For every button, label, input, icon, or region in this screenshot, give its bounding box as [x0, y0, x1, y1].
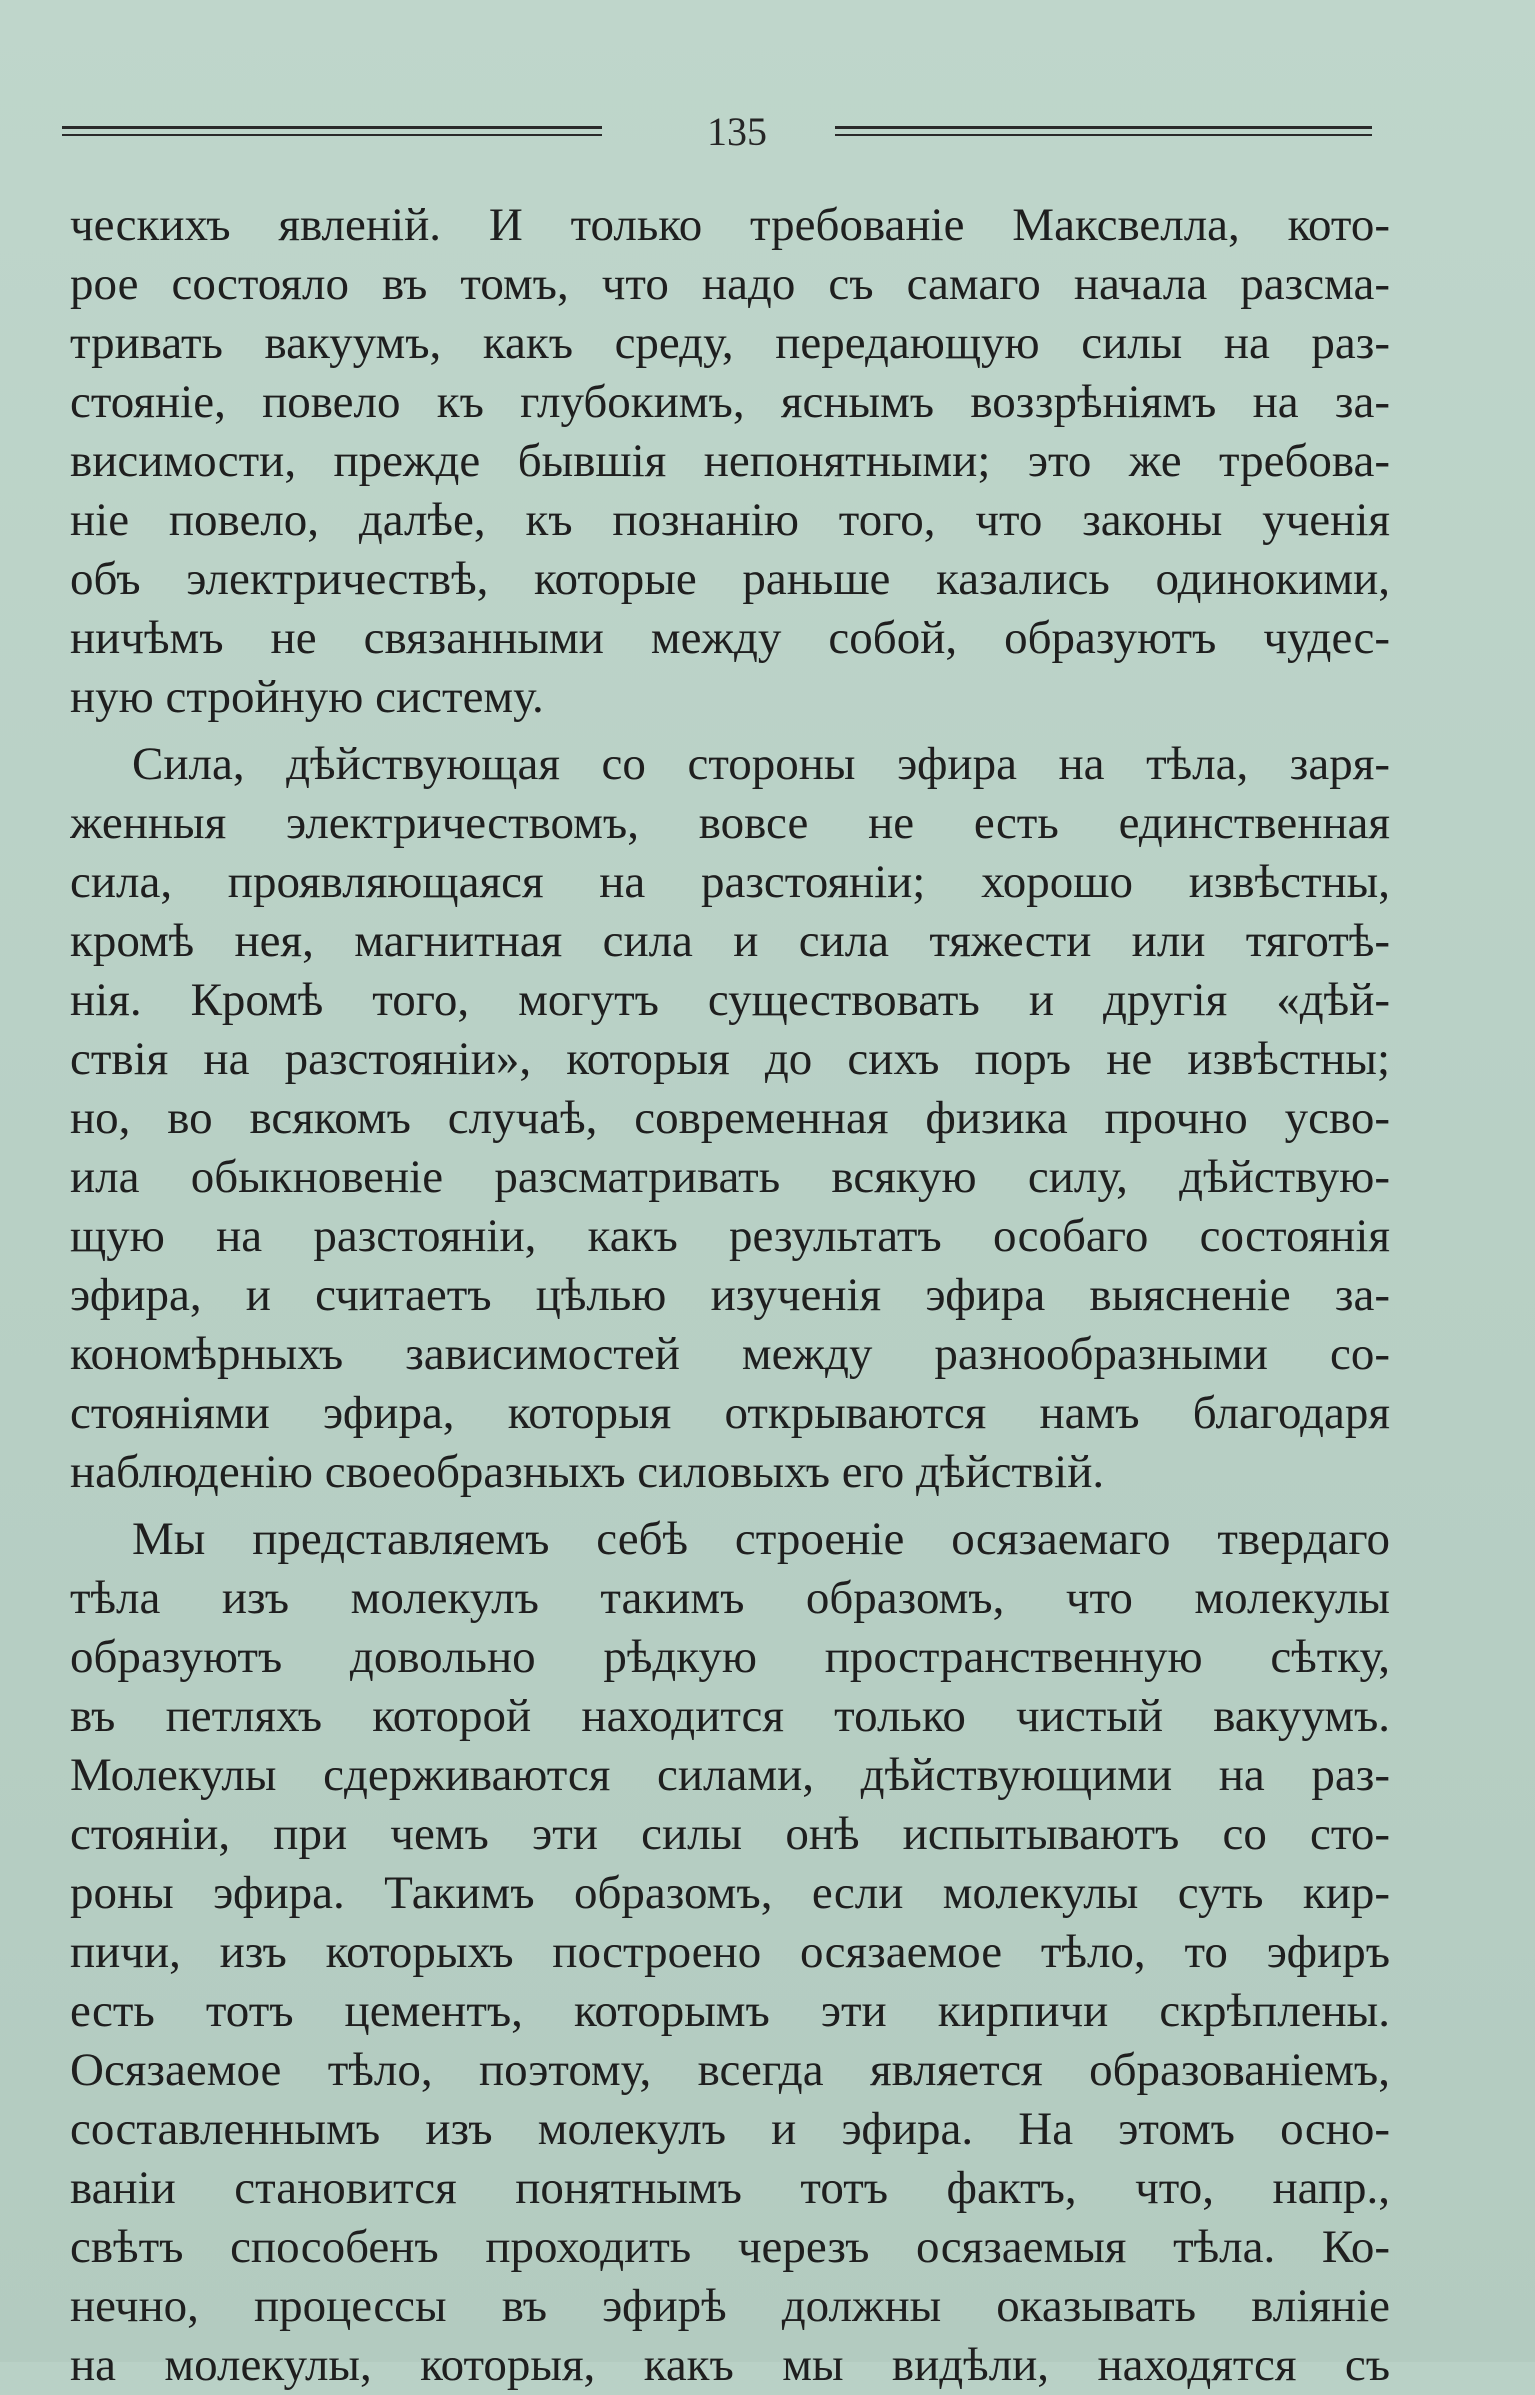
text-line: на молекулы, которыя, какъ мы видѣли, находятся съ [70, 2339, 1390, 2391]
text-line: эфира, и считаетъ цѣлью изученія эфира выясненіе за- [70, 1269, 1390, 1321]
text-line: Сила, дѣйствующая со стороны эфира на тѣла, заря- [132, 738, 1390, 790]
text-line: роны эфира. Такимъ образомъ, если молекулы суть кир- [70, 1867, 1390, 1919]
text-line: Осязаемое тѣло, поэтому, всегда является образованіемъ, [70, 2044, 1390, 2096]
text-line: наблюденію своеобразныхъ силовыхъ его дѣйствій. [70, 1446, 1105, 1498]
text-line: есть тотъ цементъ, которымъ эти кирпичи скрѣплены. [70, 1985, 1390, 2037]
text-line: Молекулы сдерживаются силами, дѣйствующими на раз- [70, 1749, 1390, 1801]
text-line: стояніе, повело къ глубокимъ, яснымъ воззрѣніямъ на за- [70, 376, 1390, 428]
text-line: въ петляхъ которой находится только чистый вакуумъ. [70, 1690, 1390, 1742]
page-number: 135 [707, 109, 767, 154]
text-line: ствія на разстояніи», которыя до сихъ поръ не извѣстны; [70, 1033, 1390, 1085]
body-text [70, 196, 1390, 2395]
text-line: ніе повело, далѣе, къ познанію того, что законы ученія [70, 494, 1390, 546]
text-line: ваніи становится понятнымъ тотъ фактъ, что, напр., [70, 2162, 1390, 2214]
text-line: но, во всякомъ случаѣ, современная физика прочно усво- [70, 1092, 1390, 1144]
text-line: ческихъ явленій. И только требованіе Максвелла, кото- [70, 199, 1390, 251]
text-line: женныя электричествомъ, вовсе не есть единственная [70, 797, 1390, 849]
text-line: ную стройную систему. [70, 671, 544, 723]
text-line: рое состояло въ томъ, что надо съ самаго начала разсма- [70, 258, 1390, 310]
text-line: ничѣмъ не связанными между собой, образуютъ чудес- [70, 612, 1390, 664]
text-line: ила обыкновеніе разсматривать всякую силу, дѣйствую- [70, 1151, 1390, 1203]
header-rule-left [62, 126, 602, 138]
text-line: Мы представляемъ себѣ строеніе осязаемаго твердаго [132, 1513, 1390, 1565]
text-line: щую на разстояніи, какъ результатъ особаго состоянія [70, 1210, 1390, 1262]
text-line: тѣла изъ молекулъ такимъ образомъ, что молекулы [70, 1572, 1390, 1624]
text-line: пичи, изъ которыхъ построено осязаемое тѣло, то эфиръ [70, 1926, 1390, 1978]
text-line: стояніи, при чемъ эти силы онѣ испытываютъ со сто- [70, 1808, 1390, 1860]
text-line: составленнымъ изъ молекулъ и эфира. На этомъ осно- [70, 2103, 1390, 2155]
text-line: тривать вакуумъ, какъ среду, передающую силы на раз- [70, 317, 1390, 369]
paragraph [70, 196, 1390, 727]
paragraph [70, 1510, 1390, 2395]
text-line: висимости, прежде бывшія непонятными; это же требова- [70, 435, 1390, 487]
text-line: кономѣрныхъ зависимостей между разнообразными со- [70, 1328, 1390, 1380]
text-line: нечно, процессы въ эфирѣ должны оказывать вліяніе [70, 2280, 1390, 2332]
text-line: объ электричествѣ, которые раньше казались одинокими, [70, 553, 1390, 605]
text-line: нія. Кромѣ того, могутъ существовать и другія «дѣй- [70, 974, 1390, 1026]
header-rule-right [835, 126, 1372, 138]
text-line: образуютъ довольно рѣдкую пространственную сѣтку, [70, 1631, 1390, 1683]
page-header [62, 108, 1372, 156]
text-line: стояніями эфира, которыя открываются намъ благодаря [70, 1387, 1390, 1439]
text-line: сила, проявляющаяся на разстояніи; хорошо извѣстны, [70, 856, 1390, 908]
paragraph [70, 735, 1390, 1502]
text-line: свѣтъ способенъ проходить черезъ осязаемыя тѣла. Ко- [70, 2221, 1390, 2273]
text-line: кромѣ нея, магнитная сила и сила тяжести или тяготѣ- [70, 915, 1390, 967]
